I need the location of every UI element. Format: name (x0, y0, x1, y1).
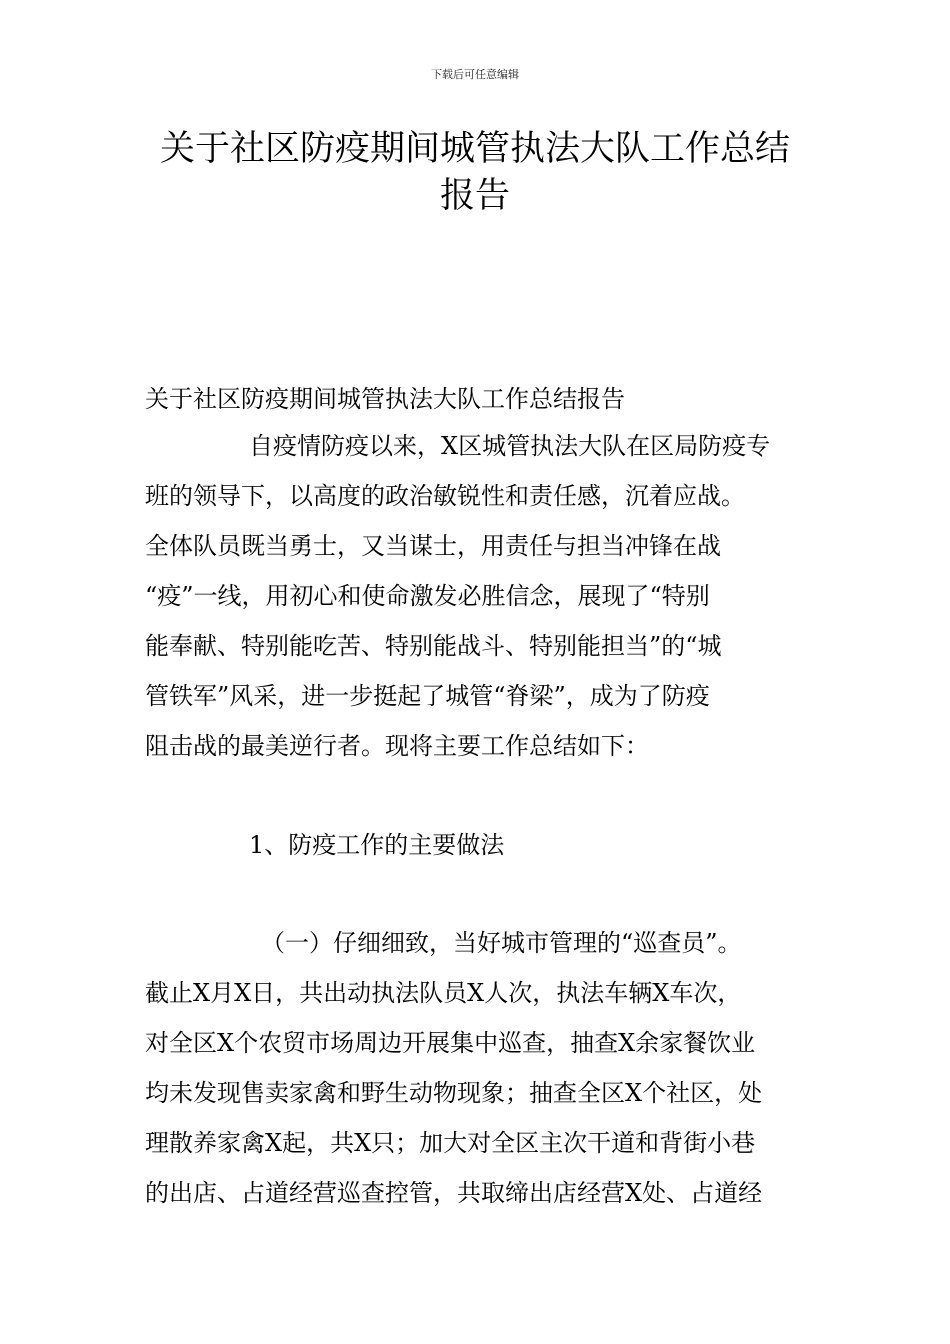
subtitle: 关于社区防疫期间城管执法大队工作总结报告 (145, 385, 625, 413)
paragraph-line: 能奉献、特别能吃苦、特别能战斗、特别能担当”的“城 (145, 632, 722, 660)
section-heading: 1、防疫工作的主要做法 (249, 831, 505, 859)
paragraph-line: 的出店、占道经营巡查控管，共取缔出店经营X处、占道经 (145, 1179, 763, 1207)
paragraph-line: 全体队员既当勇士，又当谋士，用责任与担当冲锋在战 (145, 532, 721, 560)
document-title (140, 126, 810, 220)
paragraph-line: 管铁军”风采，进一步挺起了城管“脊梁”，成为了防疫 (145, 682, 710, 710)
section-paragraph (145, 918, 810, 1218)
paragraph-line: 班的领导下，以高度的政治敏锐性和责任感，沉着应战。 (145, 482, 745, 510)
paragraph-line: 均未发现售卖家禽和野生动物现象；抽查全区X个社区，处 (145, 1079, 763, 1107)
subtitle-block (145, 374, 810, 424)
paragraph-line: “疫”一线，用初心和使命激发必胜信念，展现了“特别 (145, 582, 710, 610)
paragraph-line: 自疫情防疫以来，X区城管执法大队在区局防疫专 (249, 432, 771, 460)
paragraph-line: 截止X月X日，共出动执法队员X人次，执法车辆X车次， (145, 979, 742, 1007)
header-note: 下载后可任意编辑 (431, 68, 519, 81)
section-heading-block (145, 820, 810, 870)
title-line-1: 关于社区防疫期间城管执法大队工作总结 (159, 129, 790, 169)
paragraph-line: 理散养家禽X起，共X只；加大对全区主次干道和背街小巷 (145, 1129, 756, 1157)
paragraph-line: 阻击战的最美逆行者。现将主要工作总结如下： (145, 732, 649, 760)
paragraph-line: 对全区X个农贸市场周边开展集中巡查，抽查X余家餐饮业 (145, 1029, 756, 1057)
title-line-2: 报告 (439, 176, 510, 216)
intro-paragraph (145, 421, 810, 771)
paragraph-line: （一）仔细细致，当好城市管理的“巡查员”。 (261, 929, 742, 957)
